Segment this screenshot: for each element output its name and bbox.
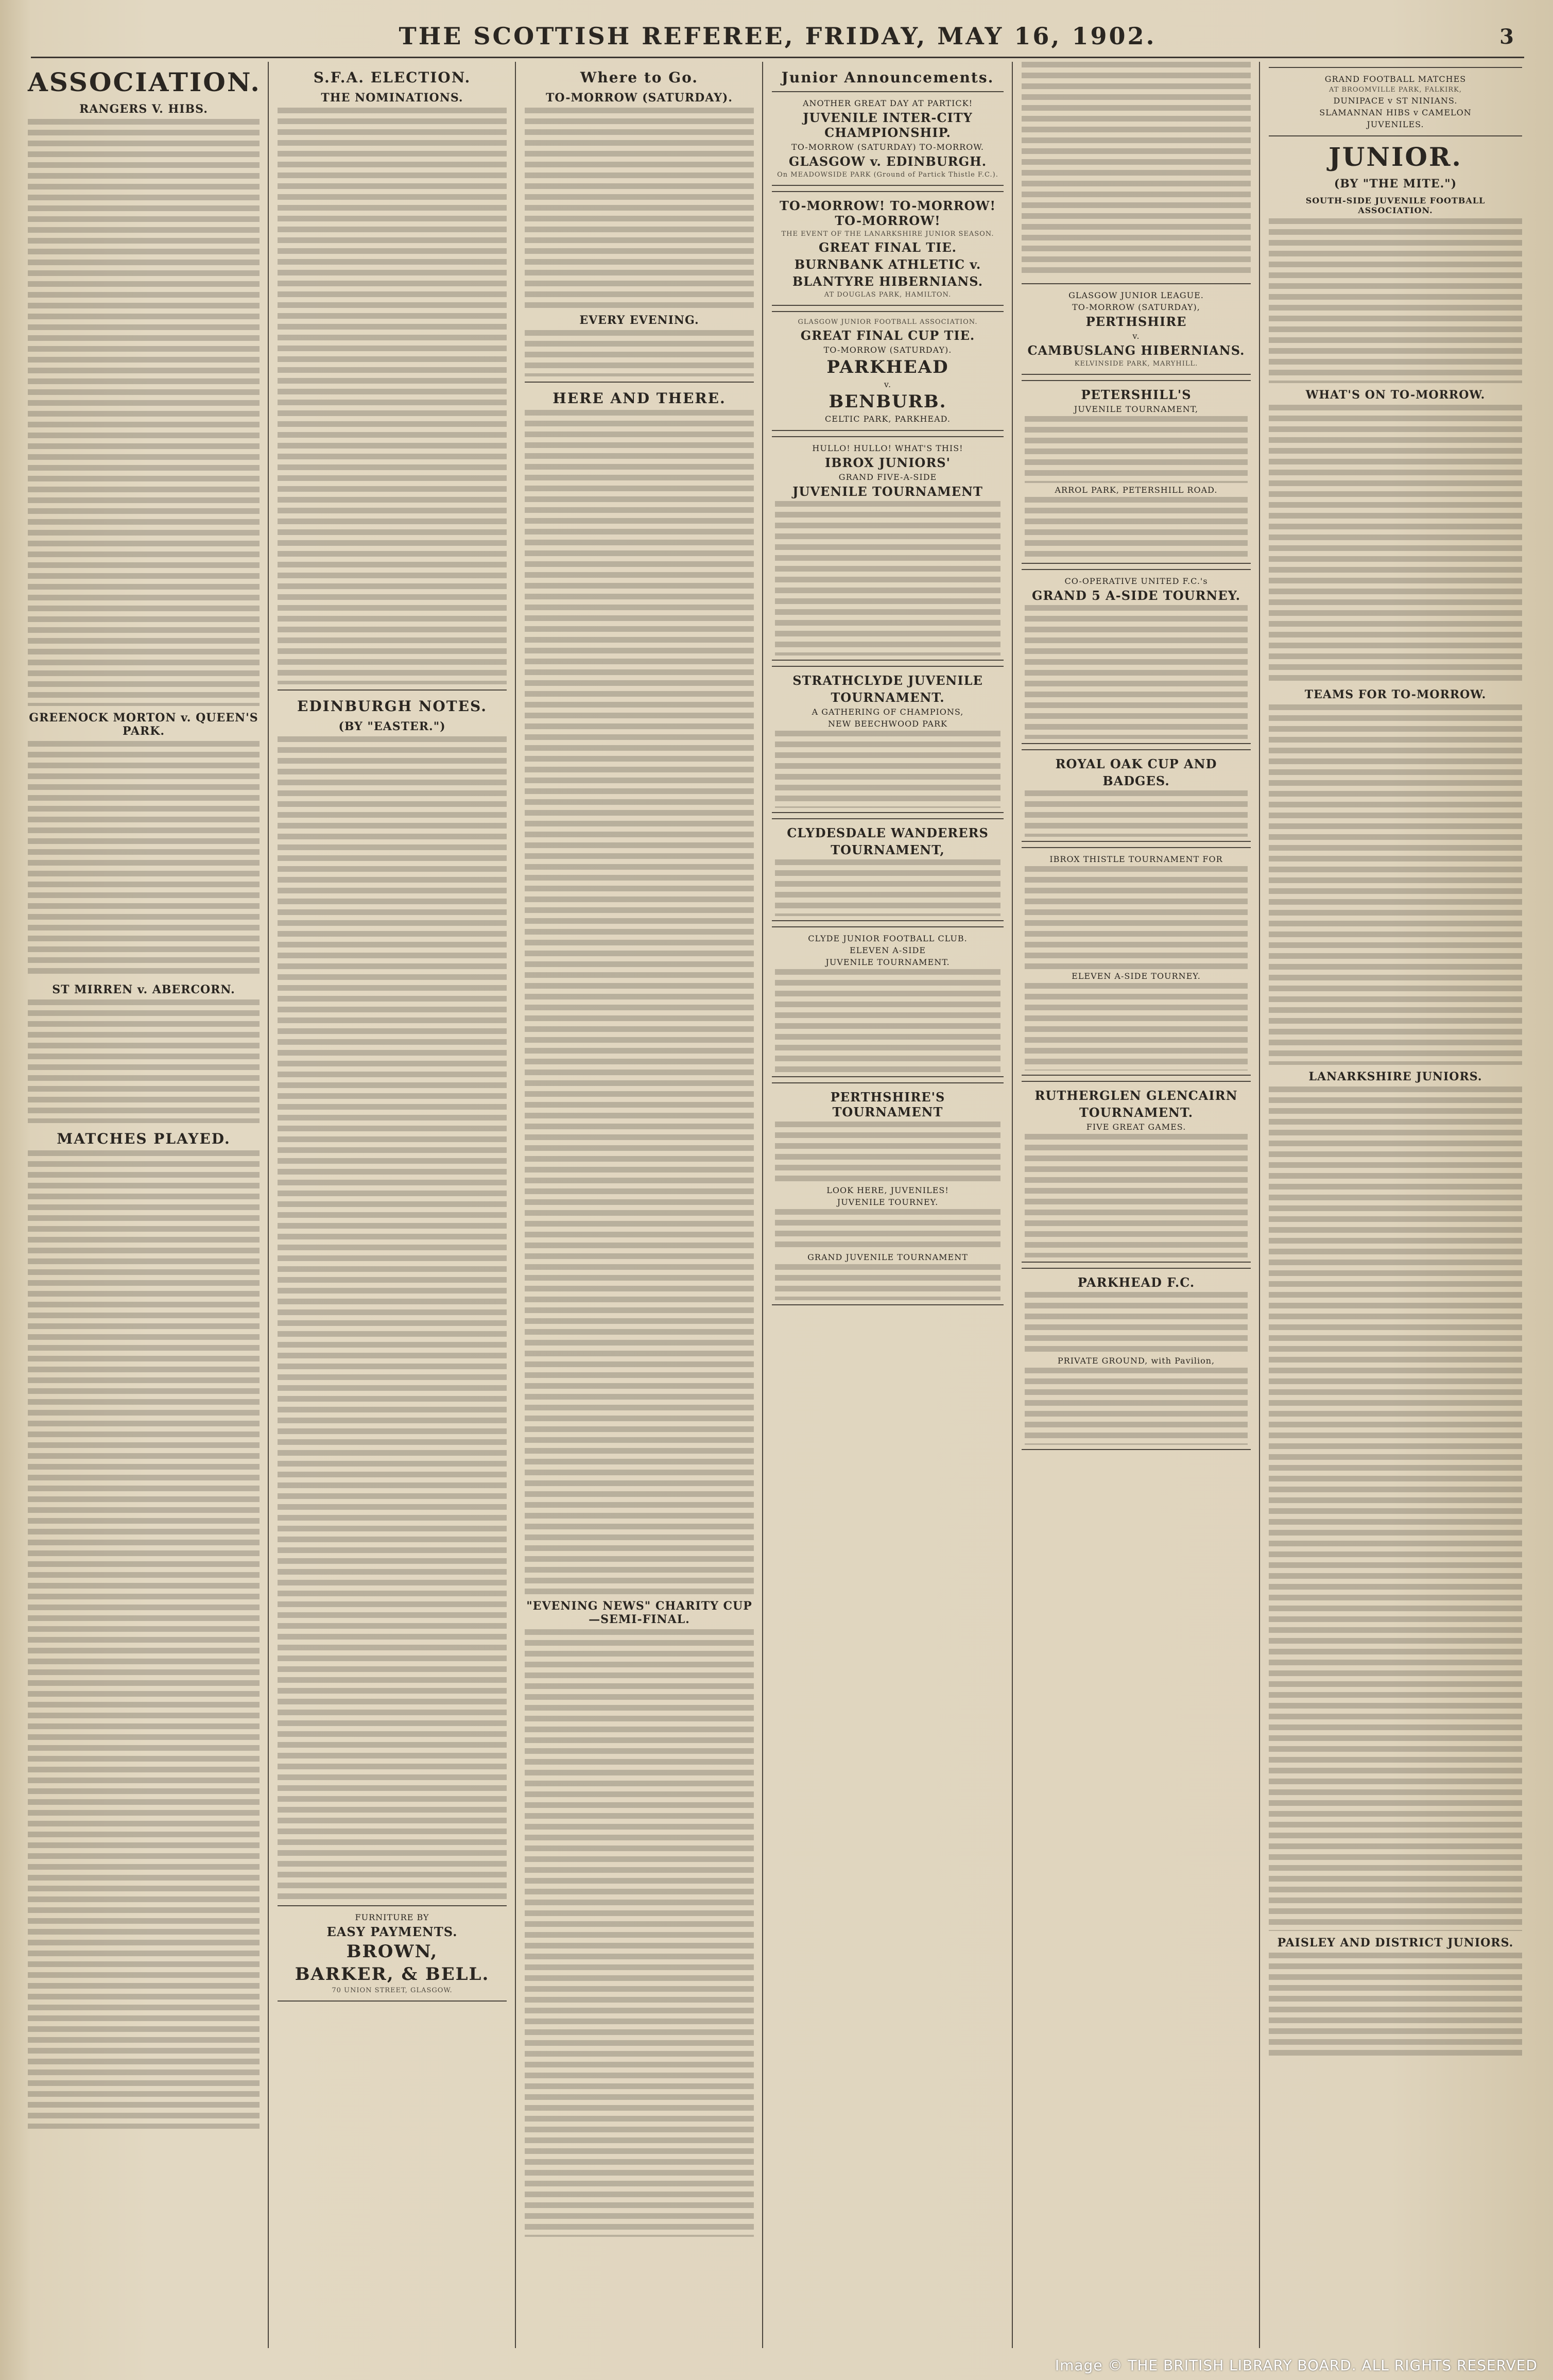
section-byline: (BY "THE MITE.") xyxy=(1334,177,1457,191)
advert-line: GREAT FINAL TIE. xyxy=(818,240,957,255)
article-head-rangers-hibs: RANGERS V. HIBS. xyxy=(79,102,208,116)
divider xyxy=(278,689,507,691)
announcement-text xyxy=(1022,62,1251,278)
article-head-paisley: PAISLEY AND DISTRICT JUNIORS. xyxy=(1277,1936,1514,1950)
advert-ibrox-juniors xyxy=(772,436,1004,661)
advert-royal-oak xyxy=(1022,749,1251,842)
column-rule xyxy=(268,62,269,2348)
article-text xyxy=(1269,1086,1522,1931)
advert-line: TO-MORROW (SATURDAY), xyxy=(1072,302,1200,312)
article-head-junior-announcements: Junior Announcements. xyxy=(781,69,994,86)
advert-text xyxy=(1025,1134,1248,1257)
advert-line: PARKHEAD xyxy=(826,357,949,377)
advert-line: SLAMANNAN HIBS v CAMELON xyxy=(1319,108,1472,117)
advert-line: JUVENILE TOURNAMENT, xyxy=(1074,404,1199,414)
advert-co-operative xyxy=(1022,569,1251,744)
advert-line: JUVENILE INTER-CITY CHAMPIONSHIP. xyxy=(803,110,973,140)
advert-line: GRAND 5 A-SIDE TOURNEY. xyxy=(1031,588,1241,603)
advert-line: GRAND FIVE-A-SIDE xyxy=(838,472,937,482)
advert-line: EASY PAYMENTS. xyxy=(326,1924,458,1939)
advert-line: JUVENILE TOURNEY. xyxy=(837,1197,939,1207)
advert-line: GRAND FOOTBALL MATCHES xyxy=(1324,74,1466,84)
masthead-title: THE SCOTTISH REFEREE, FRIDAY, MAY 16, 1902. xyxy=(399,22,1157,50)
advert-line: BARKER, & BELL. xyxy=(295,1964,490,1985)
article-text xyxy=(1269,1953,1522,2056)
advert-line: FIVE GREAT GAMES. xyxy=(1086,1122,1186,1132)
advert-text xyxy=(775,859,1000,916)
masthead xyxy=(31,15,1524,58)
advert-text xyxy=(775,1264,1000,1300)
article-head-south-side: SOUTH-SIDE JUVENILE FOOTBALL ASSOCIATION. xyxy=(1305,196,1486,215)
advert-line: BROWN, xyxy=(346,1941,438,1962)
advert-line: A GATHERING OF CHAMPIONS, xyxy=(812,707,964,717)
advert-line: BENBURB. xyxy=(829,391,947,412)
advert-line: JUVENILES. xyxy=(1367,119,1424,129)
article-text xyxy=(525,1629,754,2237)
advert-line: IBROX THISTLE TOURNAMENT FOR xyxy=(1049,854,1223,864)
article-text xyxy=(28,741,260,978)
article-subhead-nominations: THE NOMINATIONS. xyxy=(321,91,463,105)
listing-subhead-every-evening: EVERY EVENING. xyxy=(579,314,699,327)
advert-line: TO-MORROW (SATURDAY) TO-MORROW. xyxy=(791,142,984,152)
advert-line: GLASGOW JUNIOR LEAGUE. xyxy=(1068,290,1204,300)
page-number: 3 xyxy=(1499,25,1514,49)
divider xyxy=(525,382,754,383)
advert-text xyxy=(1025,790,1248,837)
advert-parkhead-fc xyxy=(1022,1268,1251,1450)
advert-line: BLANTYRE HIBERNIANS. xyxy=(792,274,983,289)
advert-line: PETERSHILL'S xyxy=(1081,387,1192,402)
match-reports-text xyxy=(28,1150,260,2129)
advert-line: PERTHSHIRE'S TOURNAMENT xyxy=(830,1090,945,1119)
advert-clyde-junior xyxy=(772,926,1004,1077)
advert-rutherglen xyxy=(1022,1081,1251,1263)
teams-listing xyxy=(1269,704,1522,1065)
article-head-here-and-there: HERE AND THERE. xyxy=(553,390,726,407)
advert-line: BURNBANK ATHLETIC v. xyxy=(794,257,981,272)
copyright-watermark: Image © THE BRITISH LIBRARY BOARD. ALL RIGHTS RESERVED xyxy=(1055,2357,1538,2374)
advert-line: RUTHERGLEN GLENCAIRN xyxy=(1034,1088,1238,1103)
article-head-where-to-go: Where to Go. xyxy=(580,69,699,86)
advert-line: TOURNAMENT. xyxy=(831,690,945,705)
advert-line: ARROL PARK, PETERSHILL ROAD. xyxy=(1055,485,1218,495)
advert-line: CELTIC PARK, PARKHEAD. xyxy=(825,414,951,424)
advert-line: v. xyxy=(884,380,892,389)
advert-glasgow-junior-final xyxy=(772,311,1004,431)
advert-line: CLYDESDALE WANDERERS xyxy=(787,825,989,840)
article-text xyxy=(278,108,507,684)
advert-text xyxy=(775,731,1000,808)
advert-text xyxy=(1025,416,1248,483)
advert-text xyxy=(1025,1292,1248,1354)
fixture-listing xyxy=(525,108,754,308)
advert-line: AT DOUGLAS PARK, HAMILTON. xyxy=(824,291,952,299)
article-head-sfa-election: S.F.A. ELECTION. xyxy=(313,69,471,86)
advert-line: TO-MORROW! TO-MORROW! TO-MORROW! xyxy=(779,198,996,228)
advert-line: FURNITURE BY xyxy=(355,1912,429,1922)
article-head-lanarkshire: LANARKSHIRE JUNIORS. xyxy=(1308,1070,1482,1083)
advert-line: JUVENILE TOURNAMENT xyxy=(792,484,983,499)
advert-line: BADGES. xyxy=(1102,773,1170,788)
advert-text xyxy=(775,969,1000,1072)
entertainment-listing xyxy=(525,330,754,376)
column-rule xyxy=(1259,62,1260,2348)
column-where-to-go xyxy=(517,62,761,2348)
section-title-association: ASSOCIATION. xyxy=(28,67,261,97)
advert-line: LOOK HERE, JUVENILES! xyxy=(826,1185,949,1195)
column-junior xyxy=(1262,62,1529,2348)
advert-line: HULLO! HULLO! WHAT'S THIS! xyxy=(812,443,963,453)
column-junior-announcements xyxy=(765,62,1011,2348)
advert-text xyxy=(775,501,1000,656)
advert-line: PERTHSHIRE xyxy=(1085,314,1187,329)
section-title-junior: JUNIOR. xyxy=(1328,142,1462,172)
advert-line: TO-MORROW (SATURDAY). xyxy=(823,345,952,355)
advert-line: STRATHCLYDE JUVENILE xyxy=(792,673,983,688)
advert-furniture xyxy=(278,1905,507,2002)
article-head-matches-played: MATCHES PLAYED. xyxy=(57,1130,231,1147)
advert-text xyxy=(775,1122,1000,1183)
article-head-teams: TEAMS FOR TO-MORROW. xyxy=(1304,688,1487,701)
advert-line: 70 UNION STREET, GLASGOW. xyxy=(332,1987,453,1994)
advert-line: NEW BEECHWOOD PARK xyxy=(828,719,947,729)
advert-falkirk-matches xyxy=(1269,67,1522,136)
advert-glasgow-junior-league xyxy=(1022,283,1251,375)
advert-line: TOURNAMENT, xyxy=(831,842,945,857)
advert-line: ELEVEN A-SIDE TOURNEY. xyxy=(1072,971,1201,981)
advert-line: JUVENILE TOURNAMENT. xyxy=(825,957,950,967)
article-text xyxy=(278,736,507,1900)
advert-lanarkshire-final xyxy=(772,191,1004,306)
advert-line: GLASGOW JUNIOR FOOTBALL ASSOCIATION. xyxy=(798,318,978,326)
advert-text xyxy=(1025,605,1248,739)
article-text xyxy=(1269,218,1522,383)
column-sfa-election xyxy=(270,62,514,2348)
advert-text xyxy=(1025,983,1248,1071)
advert-inter-city xyxy=(772,91,1004,186)
column-association xyxy=(21,62,267,2348)
column-rule xyxy=(515,62,516,2348)
advert-line: On MEADOWSIDE PARK (Ground of Partick Thistle F.C.). xyxy=(777,171,998,179)
article-byline-easter: (BY "EASTER.") xyxy=(338,720,446,733)
advert-line: ELEVEN A-SIDE xyxy=(849,945,926,955)
column-rule xyxy=(1012,62,1013,2348)
advert-line: CO-OPERATIVE UNITED F.C.'s xyxy=(1064,576,1208,586)
advert-line: GLASGOW v. EDINBURGH. xyxy=(788,154,987,169)
advert-text xyxy=(1025,1368,1248,1445)
advert-text xyxy=(775,1209,1000,1250)
advert-line: IBROX JUNIORS' xyxy=(825,455,951,470)
advert-line: AT BROOMVILLE PARK, FALKIRK, xyxy=(1329,86,1462,94)
listing-subhead-tomorrow: TO-MORROW (SATURDAY). xyxy=(546,91,733,105)
advert-line: KELVINSIDE PARK, MARYHILL. xyxy=(1074,360,1198,368)
advert-line: CLYDE JUNIOR FOOTBALL CLUB. xyxy=(808,934,968,943)
advert-ibrox-thistle xyxy=(1022,847,1251,1076)
advert-line: GREAT FINAL CUP TIE. xyxy=(800,328,975,343)
advert-clydesdale xyxy=(772,818,1004,921)
advert-line: ANOTHER GREAT DAY AT PARTICK! xyxy=(802,98,973,108)
article-head-whats-on: WHAT'S ON TO-MORROW. xyxy=(1305,388,1486,402)
advert-petershill xyxy=(1022,380,1251,564)
article-text xyxy=(525,410,754,1594)
advert-line: TOURNAMENT. xyxy=(1079,1105,1194,1120)
article-head-st-mirren-abercorn: ST MIRREN v. ABERCORN. xyxy=(52,983,235,996)
article-head-morton-queens-park: GREENOCK MORTON v. QUEEN'S PARK. xyxy=(29,711,258,738)
article-head-edinburgh-notes: EDINBURGH NOTES. xyxy=(297,698,487,715)
advert-strathclyde xyxy=(772,666,1004,813)
advert-text xyxy=(1025,497,1248,559)
column-rule xyxy=(762,62,763,2348)
article-head-charity-cup: "EVENING NEWS" CHARITY CUP—SEMI-FINAL. xyxy=(526,1599,752,1626)
advert-line: PRIVATE GROUND, with Pavilion, xyxy=(1057,1356,1215,1366)
advert-line: PARKHEAD F.C. xyxy=(1077,1275,1195,1290)
advert-perthshire xyxy=(772,1082,1004,1305)
column-junior-adverts xyxy=(1014,62,1258,2348)
advert-line: v. xyxy=(1132,331,1140,341)
article-text xyxy=(28,119,260,706)
advert-line: DUNIPACE v ST NINIANS. xyxy=(1333,96,1458,106)
fixture-listing xyxy=(1269,405,1522,683)
advert-text xyxy=(1025,866,1248,969)
advert-line: ROYAL OAK CUP AND xyxy=(1055,756,1217,771)
advert-line: GRAND JUVENILE TOURNAMENT xyxy=(807,1252,968,1262)
article-text xyxy=(28,999,260,1123)
advert-line: THE EVENT OF THE LANARKSHIRE JUNIOR SEASON. xyxy=(781,230,994,238)
advert-line: CAMBUSLANG HIBERNIANS. xyxy=(1027,343,1245,358)
